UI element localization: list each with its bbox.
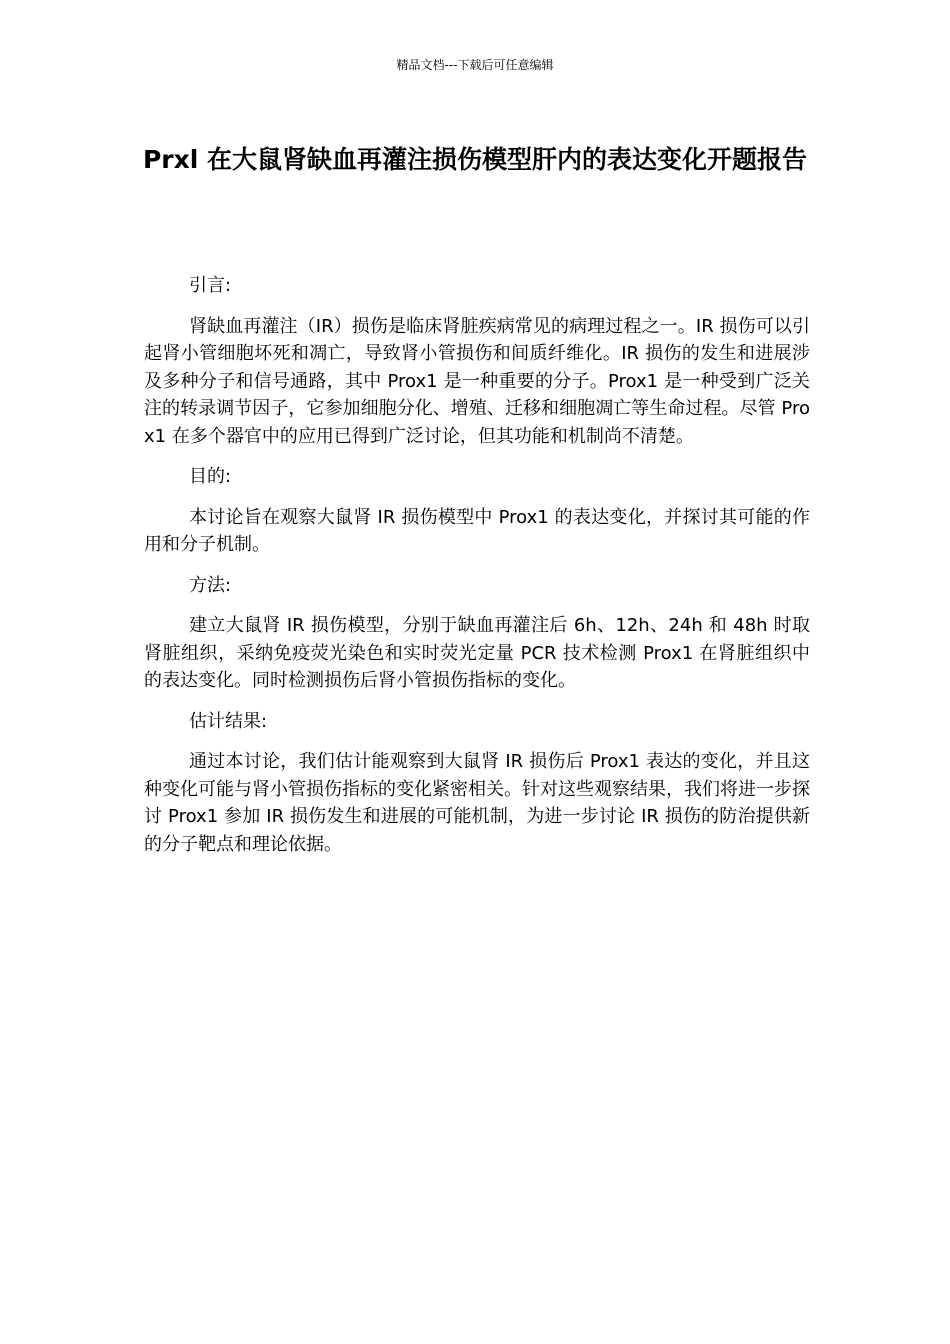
section-paragraph-intro: 肾缺血再灌注（IR）损伤是临床肾脏疾病常见的病理过程之一。IR 损伤可以引起肾小管细胞坏死和凋亡，导致肾小管损伤和间质纤维化。IR 损伤的发生和进展涉及多种分子和信号通路，其中 Prox1 是一种重要的分子。Prox1 是一种受到广泛关注的转录调节因子，它参加细胞分化、增殖、迁移和细胞凋亡等生命过程。尽管 Prox1 在多个器官中的应用已得到广泛讨论，但其功能和机制尚不清楚。 [144, 315, 810, 447]
section-paragraph-purpose: 本讨论旨在观察大鼠肾 IR 损伤模型中 Prox1 的表达变化，并探讨其可能的作用和分子机制。 [144, 506, 810, 555]
section-heading-expected-results: 估计结果: [189, 710, 268, 732]
document-title: Prxl 在大鼠肾缺血再灌注损伤模型肝内的表达变化开题报告 [142, 145, 808, 174]
page-header: 精品文档---下载后可任意编辑 [396, 58, 554, 72]
section-heading-intro: 引言: [189, 275, 232, 296]
section-heading-purpose: 目的: [189, 466, 232, 487]
section-paragraph-methods: 建立大鼠肾 IR 损伤模型，分别于缺血再灌注后 6h、12h、24h 和 48h 时取肾脏组织，采纳免疫荧光染色和实时荧光定量 PCR 技术检测 Prox1 在肾脏组织中的表达变化。同时检测损伤后肾小管损伤指标的变化。 [144, 615, 810, 691]
section-paragraph-expected-results: 通过本讨论，我们估计能观察到大鼠肾 IR 损伤后 Prox1 表达的变化，并且这种变化可能与肾小管损伤指标的变化紧密相关。针对这些观察结果，我们将进一步探讨 Prox1 参加 IR 损伤发生和进展的可能机制，为进一步讨论 IR 损伤的防治提供新的分子靶点和理论依据。 [144, 751, 810, 855]
section-heading-methods: 方法: [189, 574, 232, 596]
document-body [144, 272, 810, 871]
